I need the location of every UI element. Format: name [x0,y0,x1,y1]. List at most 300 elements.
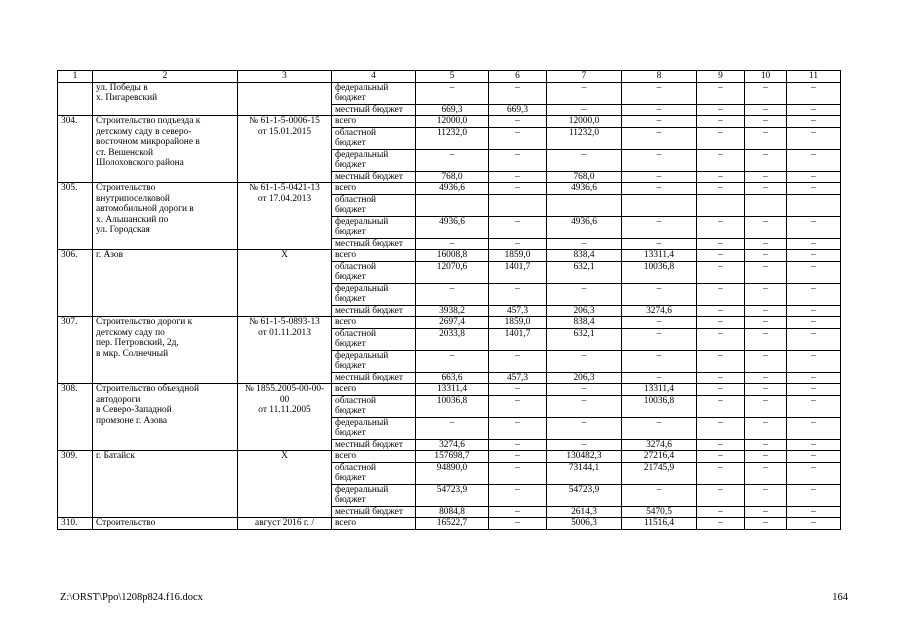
column-header: 8 [622,71,697,83]
amount-cell: 12000,0 [416,116,489,128]
column-header: 6 [489,71,547,83]
amount-cell: – [745,451,787,463]
cell-line: август 2016 г. / [255,518,314,528]
amount-cell: – [547,384,622,396]
amount-cell: – [745,384,787,396]
amount-cell: – [547,417,622,439]
amount-cell: – [745,250,787,262]
amount-cell: – [787,283,841,305]
amount-cell: 206,3 [547,372,622,384]
amount-cell: – [622,82,697,104]
amount-cell: – [622,417,697,439]
cell-line: автомобильной дороги в [96,204,194,214]
funding-source [332,283,416,305]
amount-cell: – [745,116,787,128]
amount-cell: – [745,216,787,238]
funding-source [332,384,416,396]
column-header: 7 [547,71,622,83]
funding-source [332,194,416,216]
row-number: 307. [58,317,93,384]
cell-line: Строительство объездной [96,384,199,394]
cell-line: в мкр. Солнечный [96,348,169,359]
amount-cell: – [745,305,787,317]
amount-cell: 663,6 [416,372,489,384]
amount-cell: 10036,8 [622,261,697,283]
amount-cell: 3274,6 [622,305,697,317]
cell-line: Строительство дороги к [96,317,193,327]
row-number: 308. [58,384,93,451]
cell-line: всего [335,116,357,126]
cell-line: Шолоховского района [96,158,184,168]
amount-cell: – [622,484,697,506]
amount-cell: 130482,3 [547,451,622,463]
amount-cell: 13311,4 [622,384,697,396]
amount-cell: – [745,518,787,530]
amount-cell: – [745,417,787,439]
table-row [58,116,841,128]
amount-cell: 11232,0 [547,127,622,149]
amount-cell: – [697,350,745,372]
column-header: 5 [416,71,489,83]
object-name [93,451,238,518]
row-number [58,82,93,116]
column-header: 11 [787,71,841,83]
cell-line: местный бюджет [335,439,403,450]
cell-line: федеральный [335,216,389,227]
amount-cell: 54723,9 [547,484,622,506]
row-number: 309. [58,451,93,518]
amount-cell: – [787,518,841,530]
amount-cell: 10036,8 [416,395,489,417]
amount-cell: – [622,171,697,183]
amount-cell: – [745,149,787,171]
amount-cell: – [745,171,787,183]
funding-source [332,484,416,506]
amount-cell: – [745,484,787,506]
funding-source [332,462,416,484]
amount-cell: – [745,261,787,283]
amount-cell: – [745,506,787,518]
object-name [93,317,238,384]
amount-cell: – [416,82,489,104]
cell-line: местный бюджет [335,372,403,383]
amount-cell: – [547,104,622,116]
cell-line: областной [335,127,377,138]
amount-cell: – [697,82,745,104]
cell-line: бюджет [335,138,366,148]
header-row [58,71,841,83]
amount-cell: – [489,149,547,171]
amount-cell: – [745,439,787,451]
cell-line: всего [335,451,357,461]
cell-line: местный бюджет [335,305,403,316]
cell-line: бюджет [335,93,366,103]
amount-cell: – [622,283,697,305]
amount-cell: 838,4 [547,317,622,329]
project-document [238,82,332,116]
cell-line: местный бюджет [335,238,403,249]
amount-cell: 5470,5 [622,506,697,518]
cell-line: федеральный [335,350,389,361]
amount-cell: – [787,328,841,350]
object-name [93,518,238,530]
row-number: 304. [58,116,93,183]
amount-cell: – [489,350,547,372]
amount-cell: – [697,104,745,116]
amount-cell: – [489,484,547,506]
cell-line: областной [335,328,377,339]
amount-cell: – [697,395,745,417]
amount-cell: – [745,127,787,149]
row-number: 310. [58,518,93,530]
column-header: 4 [332,71,416,83]
amount-cell: – [787,127,841,149]
amount-cell: 12070,6 [416,261,489,283]
amount-cell [622,194,697,216]
amount-cell: – [787,104,841,116]
amount-cell: 457,3 [489,372,547,384]
amount-cell: 768,0 [416,171,489,183]
amount-cell: – [745,283,787,305]
amount-cell: 669,3 [416,104,489,116]
amount-cell: – [745,372,787,384]
cell-line: от 15.01.2015 [257,126,312,137]
amount-cell: 11516,4 [622,518,697,530]
amount-cell: – [745,238,787,250]
amount-cell: – [697,328,745,350]
funding-source [332,439,416,451]
cell-line: бюджет [335,361,366,371]
amount-cell: – [745,104,787,116]
amount-cell: – [416,417,489,439]
amount-cell: – [697,216,745,238]
amount-cell: – [489,439,547,451]
amount-cell [416,194,489,216]
cell-line: федеральный [335,417,389,428]
column-header: 9 [697,71,745,83]
table-row [58,183,841,195]
cell-line: от 01.11.2013 [258,327,311,338]
funding-source [332,395,416,417]
amount-cell: – [697,283,745,305]
amount-cell: 13311,4 [622,250,697,262]
amount-cell: 4936,6 [547,183,622,195]
amount-cell: – [787,261,841,283]
cell-line: всего [335,384,357,394]
cell-line: всего [335,250,357,260]
project-document [238,183,332,250]
cell-line: бюджет [335,339,366,349]
cell-line: г. Батайск [96,451,135,461]
amount-cell: – [622,216,697,238]
amount-cell: – [416,350,489,372]
cell-line: бюджет [335,227,366,237]
amount-cell: 27216,4 [622,451,697,463]
column-header: 2 [93,71,238,83]
column-header: 1 [58,71,93,83]
amount-cell: 13311,4 [416,384,489,396]
amount-cell: – [547,149,622,171]
amount-cell: 206,3 [547,305,622,317]
amount-cell: – [787,439,841,451]
amount-cell: – [547,439,622,451]
amount-cell: 1401,7 [489,328,547,350]
funding-source [332,250,416,262]
amount-cell: – [547,350,622,372]
column-header: 10 [745,71,787,83]
amount-cell: 3938,2 [416,305,489,317]
amount-cell: – [787,82,841,104]
object-name [93,183,238,250]
amount-cell: – [622,317,697,329]
funding-source [332,506,416,518]
amount-cell: – [745,462,787,484]
amount-cell: – [787,451,841,463]
cell-line: детскому саду по [96,327,165,338]
amount-cell: – [697,116,745,128]
cell-line: федеральный [335,149,389,160]
amount-cell [547,194,622,216]
amount-cell: 2697,4 [416,317,489,329]
amount-cell: – [787,395,841,417]
amount-cell: 94890,0 [416,462,489,484]
cell-line: Строительство [96,183,156,193]
cell-line: бюджет [335,160,366,170]
funding-source [332,518,416,530]
amount-cell: – [787,250,841,262]
amount-cell: 54723,9 [416,484,489,506]
amount-cell: 5006,3 [547,518,622,530]
project-document [238,451,332,518]
table-row [58,384,841,396]
amount-cell: – [489,462,547,484]
amount-cell: – [489,127,547,149]
funding-source [332,372,416,384]
amount-cell: – [489,116,547,128]
amount-cell: – [622,238,697,250]
amount-cell: 457,3 [489,305,547,317]
amount-cell: – [489,518,547,530]
cell-line: всего [335,518,357,528]
table-row [58,451,841,463]
amount-cell [489,194,547,216]
amount-cell: 1401,7 [489,261,547,283]
funding-source [332,104,416,116]
amount-cell: 10036,8 [622,395,697,417]
amount-cell: 4936,6 [416,216,489,238]
cell-line: бюджет [335,473,366,483]
amount-cell: – [745,350,787,372]
funding-source [332,451,416,463]
funding-source [332,82,416,104]
cell-line: бюджет [335,205,366,215]
cell-line: внутрипоселковой [96,193,170,204]
cell-line: ул. Городская [96,225,150,235]
amount-cell [745,194,787,216]
amount-cell: – [489,395,547,417]
amount-cell: 16008,8 [416,250,489,262]
project-document [238,518,332,530]
amount-cell: – [697,261,745,283]
amount-cell: – [697,451,745,463]
amount-cell: – [489,451,547,463]
amount-cell: – [745,328,787,350]
amount-cell: – [622,350,697,372]
funding-source [332,317,416,329]
cell-line: всего [335,183,357,193]
amount-cell: – [547,395,622,417]
amount-cell: 2614,3 [547,506,622,518]
budget-table [57,70,841,530]
amount-cell: 3274,6 [622,439,697,451]
funding-source [332,328,416,350]
amount-cell: – [489,238,547,250]
footer-file-path: Z:\ORST\Ppo\1208p824.f16.docx [60,592,203,603]
amount-cell: 768,0 [547,171,622,183]
cell-line: детскому саду в северо- [96,126,192,137]
amount-cell: – [622,183,697,195]
cell-line: ст. Вешенской [96,147,153,158]
funding-source [332,171,416,183]
table-row [58,250,841,262]
column-header: 3 [238,71,332,83]
cell-line: 00 [279,394,290,405]
funding-source [332,261,416,283]
amount-cell: – [547,283,622,305]
amount-cell: – [622,116,697,128]
amount-cell: – [489,384,547,396]
amount-cell: 8084,8 [416,506,489,518]
cell-line: г. Азов [96,250,124,260]
amount-cell: – [416,238,489,250]
cell-line: в Северо-Западной [96,405,172,415]
amount-cell: – [489,82,547,104]
amount-cell: – [697,238,745,250]
cell-line: бюджет [335,406,366,416]
cell-line: Строительство [96,518,156,528]
amount-cell: – [489,283,547,305]
amount-cell: 4936,6 [416,183,489,195]
amount-cell: – [622,127,697,149]
cell-line: областной [335,462,377,473]
amount-cell: – [697,518,745,530]
funding-source [332,216,416,238]
amount-cell: – [416,149,489,171]
amount-cell: 16522,7 [416,518,489,530]
amount-cell: 1859,0 [489,317,547,329]
cell-line: х. Пигаревский [96,93,158,103]
amount-cell: – [416,283,489,305]
amount-cell: – [697,462,745,484]
amount-cell: – [489,183,547,195]
cell-line: областной [335,261,377,272]
amount-cell: – [697,317,745,329]
funding-source [332,238,416,250]
cell-line: восточном микрорайоне в [96,137,200,147]
amount-cell: – [547,82,622,104]
cell-line: X [281,451,288,461]
amount-cell: – [697,372,745,384]
cell-line: всего [335,317,357,327]
amount-cell: – [697,305,745,317]
amount-cell: – [745,317,787,329]
amount-cell: 157698,7 [416,451,489,463]
funding-source [332,149,416,171]
amount-cell: – [697,171,745,183]
amount-cell: 669,3 [489,104,547,116]
table-row [58,518,841,530]
funding-source [332,417,416,439]
amount-cell: – [787,238,841,250]
cell-line: бюджет [335,428,366,438]
amount-cell: 632,1 [547,328,622,350]
cell-line: ул. Победы в [96,82,148,93]
amount-cell: – [787,350,841,372]
cell-line: бюджет [335,294,366,304]
amount-cell: – [547,238,622,250]
amount-cell: – [787,116,841,128]
cell-line: № 61-1-5-0893-13 [249,317,320,327]
amount-cell: – [697,484,745,506]
project-document [238,116,332,183]
amount-cell: – [697,417,745,439]
cell-line: № 1855.2005-00-00- [244,384,325,394]
cell-line: федеральный [335,82,389,93]
row-number: 305. [58,183,93,250]
funding-source [332,350,416,372]
footer-page-number: 164 [832,592,848,603]
object-name [93,116,238,183]
row-number: 306. [58,250,93,317]
amount-cell: – [787,317,841,329]
amount-cell: – [622,149,697,171]
amount-cell: 73144,1 [547,462,622,484]
funding-source [332,183,416,195]
amount-cell: – [489,506,547,518]
amount-cell: 1859,0 [489,250,547,262]
amount-cell: – [622,372,697,384]
project-document [238,250,332,317]
amount-cell: – [697,127,745,149]
object-name [93,384,238,451]
amount-cell: – [489,171,547,183]
amount-cell: – [787,484,841,506]
amount-cell: – [787,183,841,195]
amount-cell: – [697,506,745,518]
object-name [93,250,238,317]
cell-line: местный бюджет [335,171,403,182]
table-row [58,317,841,329]
cell-line: х. Альшанский по [96,214,169,225]
amount-cell: 838,4 [547,250,622,262]
amount-cell: – [787,216,841,238]
amount-cell: – [787,384,841,396]
amount-cell: – [489,417,547,439]
funding-source [332,305,416,317]
amount-cell: 4936,6 [547,216,622,238]
amount-cell: – [787,417,841,439]
amount-cell: – [787,171,841,183]
cell-line: автодороги [96,394,141,405]
cell-line: от 17.04.2013 [257,193,312,204]
cell-line: бюджет [335,495,366,505]
amount-cell: – [489,216,547,238]
cell-line: промзоне г. Азова [96,415,168,426]
amount-cell: – [787,149,841,171]
amount-cell: – [697,384,745,396]
cell-line: Строительство подъезда к [96,116,201,126]
amount-cell: 12000,0 [547,116,622,128]
